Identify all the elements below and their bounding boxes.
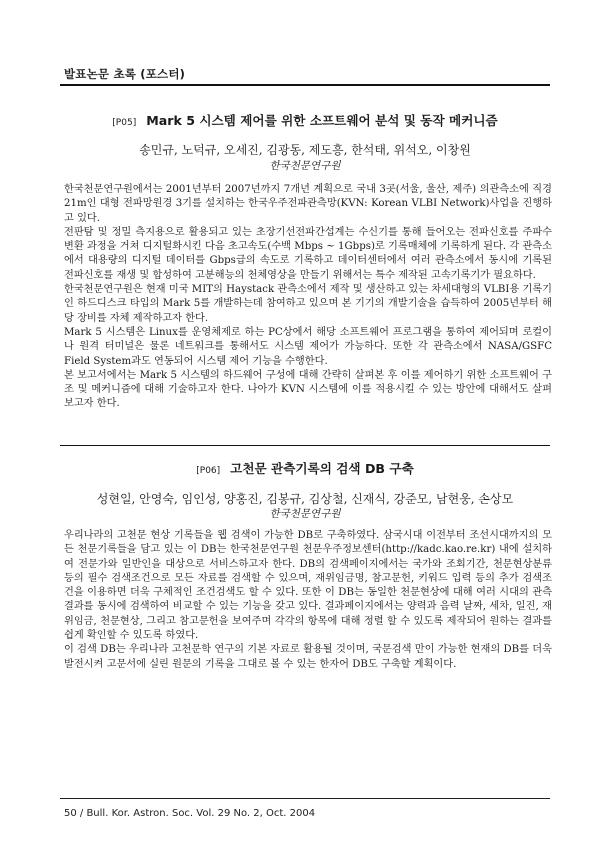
abstract-paragraph: 한국천문연구원에서는 2001년부터 2007년까지 7개년 계획으로 국내 3곳(서울, 울산, 제주) 의관측소에 직경 21m인 대형 전파망원경 3기를 설치하는 한국우주전파관측망(KVN: Korean VLBI Network)사업을 진행하고 있다.	[64, 184, 552, 224]
paper-code: [P06]	[196, 466, 221, 476]
paper-title-text: Mark 5 시스템 제어를 위한 소프트웨어 분석 및 동작 메커니즘	[146, 113, 498, 128]
abstract-paragraph: 이 검색 DB는 우리나라 고천문학 연구의 기본 자료로 활용될 것이며, 국문검색 만이 가능한 현재의 DB를 더욱 발전시켜 고문서에 실린 원문의 기록을 그대로 볼 수 있는 한자어 DB도 구축할 계획이다.	[64, 644, 552, 670]
abstract-paragraph: 본 보고서에서는 Mark 5 시스템의 하드웨어 구성에 대해 간략히 살펴본 후 이를 제어하기 위한 소프트웨어 구조 및 메커니즘에 대해 기술하고자 한다. 나아가 KVN 시스템에 이를 적용시킬 수 있는 방안에 대해서도 살펴보고자 한다.	[64, 369, 552, 410]
paper-affiliation-p05: 한국천문연구원	[269, 160, 341, 172]
paper-title-p06	[60, 458, 550, 477]
paper-code: [P05]	[112, 118, 137, 128]
footer-rule	[60, 798, 550, 799]
paper-authors-p05: 송민규, 노덕규, 오세진, 김광동, 제도흥, 한석태, 위석오, 이창원	[139, 143, 471, 157]
section-divider	[60, 445, 550, 446]
abstract-paragraph: 전판탐 및 정밀 측지용으로 활용되고 있는 초장기선전파간섭계는 수신기를 통해 들어오는 전파신호를 주파수 변환 과정을 거쳐 디지털화시킨 다음 초고속도(수백 Mbps ~ 1Gbps)로 기록매체에 기록하게 된다. 각 관측소에서 대용량의 디지털 데이터를 Gbps급의 속도로 기록하고 데이터센터에서 여러 관측소에서 동시에 기록된 전파신호를 재생 및 합성하여 고분해능의 천체영상을 만들기 위해서는 특수 제작된 고속기록기가 필요하다.	[64, 226, 552, 281]
section-header: 발표논문 초록 (포스터)	[64, 67, 186, 81]
paper-affiliation-p06: 한국천문연구원	[269, 508, 341, 520]
abstract-p05	[64, 183, 552, 412]
top-rule	[60, 84, 550, 86]
paper-title-p05	[60, 110, 550, 129]
page-footer: 50 / Bull. Kor. Astron. Soc. Vol. 29 No. 2, Oct. 2004	[64, 808, 316, 819]
abstract-paragraph: 한국천문연구원은 현재 미국 MIT의 Haystack 관측소에서 제작 및 생산하고 있는 차세대형의 VLBI용 기록기인 하드디스크 타입의 Mark 5를 개발하는데 참여하고 있으며 본 기기의 개발기술을 습득하여 2005년부터 해당 장비를 자체 제작하고자 한다.	[64, 284, 553, 324]
abstract-p06	[64, 529, 552, 672]
abstract-paragraph: 우리나라의 고천문 현상 기록들을 웹 검색이 가능한 DB로 구축하였다. 삼국시대 이전부터 조선시대까지의 모든 천문기록들을 담고 있는 이 DB는 한국천문연구원 천문우주정보센터(http://kadc.kao.re.kr) 내에 설치하여 전문가와 일반인을 대상으로 서비스하고자 한다. DB의 검색페이지에서는 국가와 조회기간, 천문현상분류 등의 필수 검색조건으로 모든 자료를 검색할 수 있으며, 재위임금명, 참고문헌, 키워드 입력 등의 추가 검색조건을 이용하면 더욱 구체적인 조건검색도 할 수 있다. 또한 이 DB는 동일한 천문현상에 대해 여러 시대의 관측결과를 동시에 검색하여 비교할 수 있는 기능을 갖고 있다. 결과페이지에서는 양력과 음력 날짜, 세차, 일진, 재위임금, 천문현상, 그리고 참고문헌을 보여주며 각각의 항목에 대해 정렬 할 수 있도록 제작되어 원하는 결과를 쉽게 확인할 수 있도록 하였다.	[64, 530, 552, 642]
paper-title-text: 고천문 관측기록의 검색 DB 구축	[230, 461, 414, 476]
paper-authors-p06: 성현일, 안영숙, 임인성, 양홍진, 김봉규, 김상철, 신재식, 강준모, 남현웅, 손상모	[96, 492, 514, 506]
abstract-paragraph: Mark 5 시스템은 Linux를 운영체제로 하는 PC상에서 해당 소프트웨어 프로그램을 통하여 제어되며 로컬이나 원격 터미널은 물론 네트워크를 통해서도 시스템 제어가 가능하다. 또한 각 관측소에서 NASA/GSFC Field System과도 연동되어 시스템 제어 기능을 수행한다.	[64, 326, 552, 367]
